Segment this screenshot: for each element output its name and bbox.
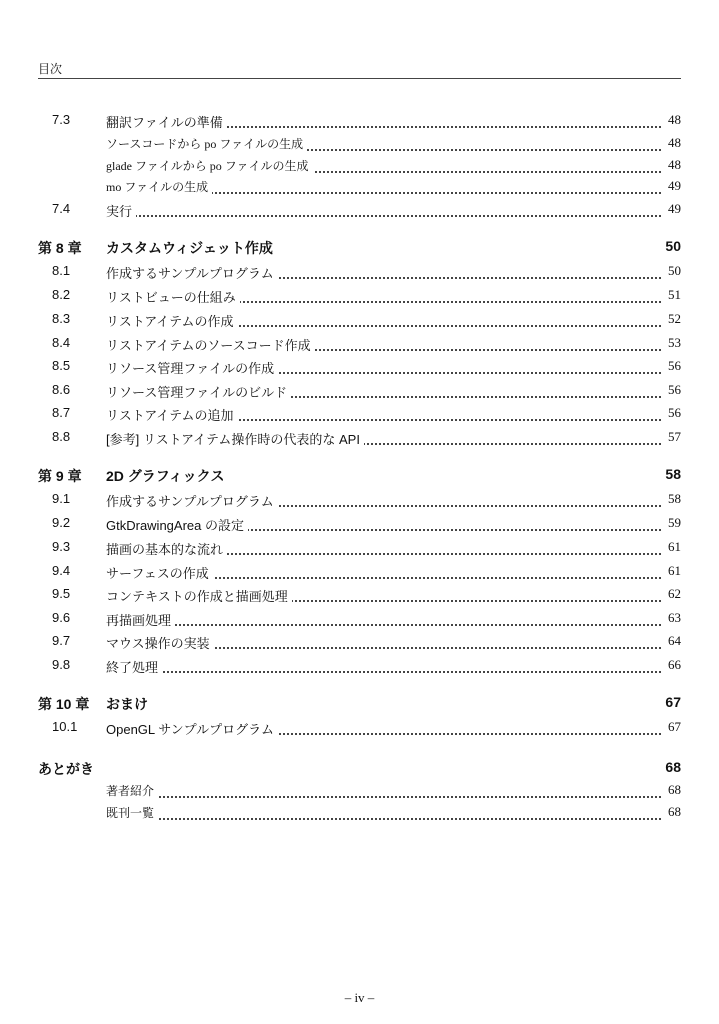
toc-entry-page: 48 bbox=[664, 157, 681, 173]
toc-entry-title: 終了処理 bbox=[106, 657, 162, 676]
toc-section-entry[interactable] bbox=[0, 287, 719, 309]
toc-entry-page: 58 bbox=[661, 466, 681, 482]
header-rule bbox=[38, 78, 681, 79]
toc-entry-page: 64 bbox=[664, 633, 681, 649]
toc-chapter-entry[interactable] bbox=[0, 466, 719, 488]
toc-section-entry[interactable] bbox=[0, 633, 719, 655]
toc-entry-page: 63 bbox=[664, 610, 681, 626]
toc-section-entry[interactable] bbox=[0, 405, 719, 427]
page-number: – iv – bbox=[344, 990, 375, 1005]
toc-entry-title: glade ファイルから po ファイルの生成 bbox=[106, 157, 313, 174]
toc-entry-number: 7.3 bbox=[52, 112, 71, 127]
toc-entry-title: OpenGL サンプルプログラム bbox=[106, 719, 278, 738]
toc-entry-page: 48 bbox=[664, 135, 681, 151]
toc-entry-page: 56 bbox=[664, 358, 681, 374]
toc-entry-number: あとがき bbox=[38, 761, 94, 777]
toc-entry-number: 9.6 bbox=[52, 610, 71, 625]
toc-subsection-entry[interactable] bbox=[0, 782, 719, 804]
toc-entry-page: 62 bbox=[664, 586, 681, 602]
toc-entry-title: 作成するサンプルプログラム bbox=[106, 263, 278, 282]
toc-chapter-entry[interactable] bbox=[0, 759, 719, 781]
toc-entry-title: リストアイテムのソースコード作成 bbox=[106, 335, 315, 354]
toc-subsection-entry[interactable] bbox=[0, 804, 719, 826]
toc-entry-number: 8.1 bbox=[52, 263, 71, 278]
toc-entry-number: 8.5 bbox=[52, 358, 71, 373]
toc-entry-title: おまけ bbox=[106, 694, 152, 714]
toc-entry-number: 9.1 bbox=[52, 491, 71, 506]
toc-section-entry[interactable] bbox=[0, 201, 719, 223]
dot-leader bbox=[106, 790, 661, 798]
toc-entry-page: 49 bbox=[664, 201, 681, 217]
toc-entry-title: リソース管理ファイルのビルド bbox=[106, 382, 291, 401]
toc-entry-number: 8.6 bbox=[52, 382, 71, 397]
toc-subsection-entry[interactable] bbox=[0, 178, 719, 200]
toc-entry-number: 8.4 bbox=[52, 335, 71, 350]
toc-entry-number: 8.7 bbox=[52, 405, 71, 420]
toc-section-entry[interactable] bbox=[0, 263, 719, 285]
toc-entry-title: GtkDrawingArea の設定 bbox=[106, 515, 248, 534]
toc-entry-number: 9.7 bbox=[52, 633, 71, 648]
toc-entry-page: 57 bbox=[664, 429, 681, 445]
toc-section-entry[interactable] bbox=[0, 586, 719, 608]
toc-entry-page: 68 bbox=[661, 759, 681, 775]
toc-entry-number: 第 9 章 bbox=[38, 468, 82, 484]
toc-entry-page: 56 bbox=[664, 405, 681, 421]
toc-chapter-entry[interactable] bbox=[0, 238, 719, 260]
dot-leader bbox=[106, 209, 661, 217]
toc-entry-page: 59 bbox=[664, 515, 681, 531]
toc-entry-number: 9.8 bbox=[52, 657, 71, 672]
toc-section-entry[interactable] bbox=[0, 429, 719, 451]
toc-section-entry[interactable] bbox=[0, 719, 719, 741]
toc-chapter-entry[interactable] bbox=[0, 694, 719, 716]
toc-entry-title: 作成するサンプルプログラム bbox=[106, 491, 278, 510]
dot-leader bbox=[106, 618, 661, 626]
toc-entry-page: 67 bbox=[661, 694, 681, 710]
toc-entry-title: 描画の基本的な流れ bbox=[106, 539, 227, 558]
toc-entry-number: 9.2 bbox=[52, 515, 71, 530]
dot-leader bbox=[106, 812, 661, 820]
toc-entry-title: mo ファイルの生成 bbox=[106, 178, 212, 195]
toc-entry-title: リストアイテムの追加 bbox=[106, 405, 238, 424]
toc-entry-title: 実行 bbox=[106, 201, 136, 220]
toc-entry-title: 著者紹介 bbox=[106, 782, 158, 799]
toc-entry-page: 68 bbox=[664, 782, 681, 798]
toc-entry-title: [参考] リストアイテム操作時の代表的な API bbox=[106, 429, 364, 448]
toc-entry-title: 再描画処理 bbox=[106, 610, 175, 629]
toc-section-entry[interactable] bbox=[0, 382, 719, 404]
toc-entry-page: 58 bbox=[664, 491, 681, 507]
toc-entry-page: 67 bbox=[664, 719, 681, 735]
toc-entry-number: 9.4 bbox=[52, 563, 71, 578]
toc-entry-page: 52 bbox=[664, 311, 681, 327]
toc-entry-number: 9.3 bbox=[52, 539, 71, 554]
toc-entry-title: リソース管理ファイルの作成 bbox=[106, 358, 278, 377]
toc-entry-title: リストアイテムの作成 bbox=[106, 311, 238, 330]
toc-entry-page: 66 bbox=[664, 657, 681, 673]
toc-entry-page: 50 bbox=[661, 238, 681, 254]
toc-subsection-entry[interactable] bbox=[0, 157, 719, 179]
toc-section-entry[interactable] bbox=[0, 491, 719, 513]
toc-entry-title: リストビューの仕組み bbox=[106, 287, 240, 306]
toc-section-entry[interactable] bbox=[0, 539, 719, 561]
toc-entry-number: 8.2 bbox=[52, 287, 71, 302]
toc-entry-page: 56 bbox=[664, 382, 681, 398]
toc-entry-number: 8.8 bbox=[52, 429, 71, 444]
dot-leader bbox=[106, 665, 661, 673]
toc-entry-page: 61 bbox=[664, 563, 681, 579]
toc-entry-page: 68 bbox=[664, 804, 681, 820]
toc-entry-title: 既刊一覧 bbox=[106, 804, 158, 821]
toc-entry-number: 7.4 bbox=[52, 201, 71, 216]
toc-entry-title: 2D グラフィックス bbox=[106, 466, 229, 486]
toc-entry-number: 8.3 bbox=[52, 311, 71, 326]
toc-entry-page: 50 bbox=[664, 263, 681, 279]
toc-entry-page: 51 bbox=[664, 287, 681, 303]
toc-entry-title: 翻訳ファイルの準備 bbox=[106, 112, 227, 131]
toc-entry-page: 49 bbox=[664, 178, 681, 194]
toc-entry-title: マウス操作の実装 bbox=[106, 633, 214, 652]
toc-entry-number: 9.5 bbox=[52, 586, 71, 601]
toc-entry-title: サーフェスの作成 bbox=[106, 563, 213, 582]
toc-section-entry[interactable] bbox=[0, 112, 719, 134]
toc-entry-page: 53 bbox=[664, 335, 681, 351]
toc-entry-number: 第 8 章 bbox=[38, 240, 82, 256]
toc-section-entry[interactable] bbox=[0, 358, 719, 380]
toc-section-entry[interactable] bbox=[0, 515, 719, 537]
running-header: 目次 bbox=[38, 62, 63, 76]
toc-section-entry[interactable] bbox=[0, 610, 719, 632]
toc-entry-page: 48 bbox=[664, 112, 681, 128]
toc-entry-title: カスタムウィジェット作成 bbox=[106, 238, 277, 258]
toc-section-entry[interactable] bbox=[0, 335, 719, 357]
toc-entry-number: 第 10 章 bbox=[38, 696, 90, 712]
toc-section-entry[interactable] bbox=[0, 311, 719, 333]
toc-section-entry[interactable] bbox=[0, 657, 719, 679]
toc-subsection-entry[interactable] bbox=[0, 135, 719, 157]
toc-entry-title: ソースコードから po ファイルの生成 bbox=[106, 135, 307, 152]
toc-entry-title: コンテキストの作成と描画処理 bbox=[106, 586, 292, 605]
toc-section-entry[interactable] bbox=[0, 563, 719, 585]
toc-entry-page: 61 bbox=[664, 539, 681, 555]
toc-entry-number: 10.1 bbox=[52, 719, 78, 734]
